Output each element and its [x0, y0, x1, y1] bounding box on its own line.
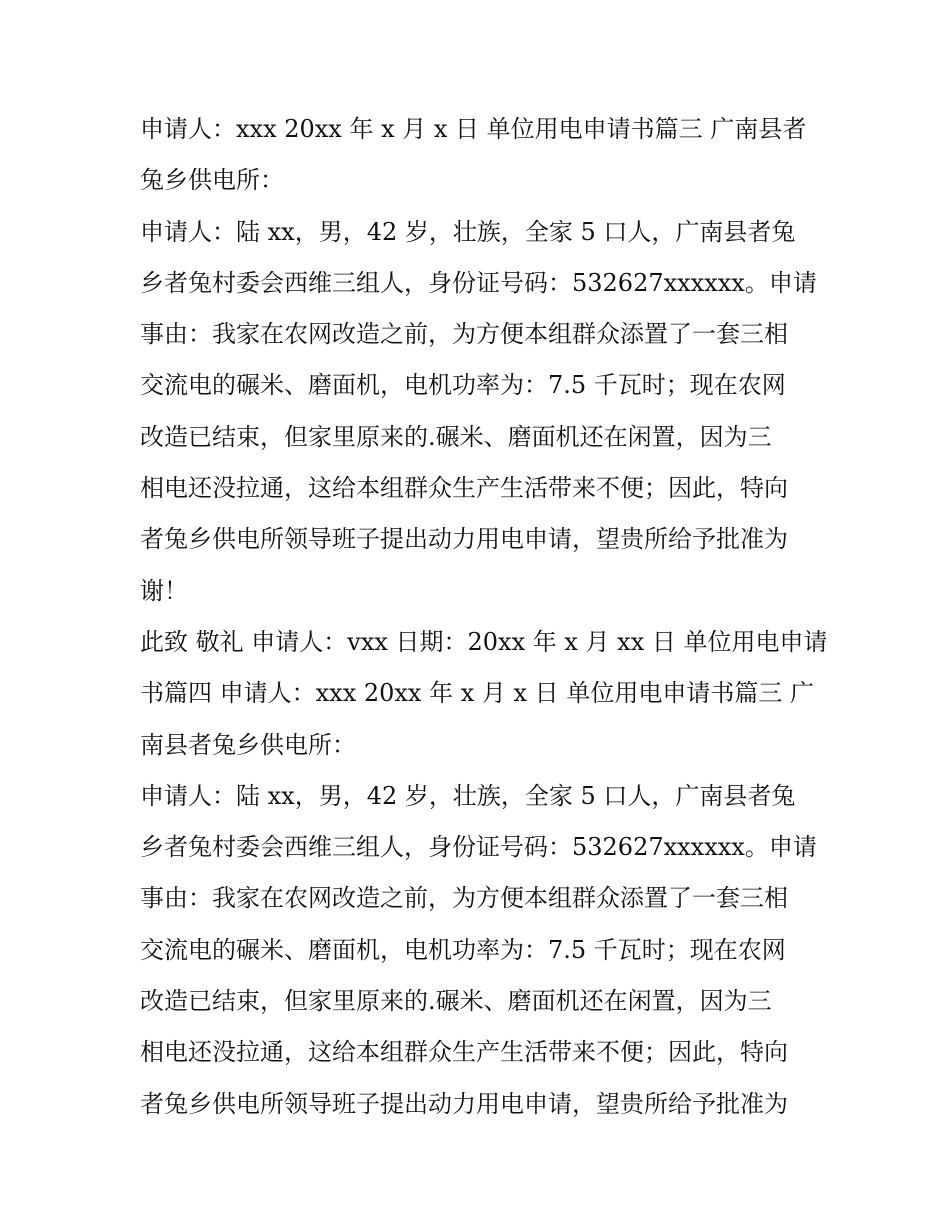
text-line: 相电还没拉通，这给本组群众生产生活带来不便；因此，特向 [140, 1038, 788, 1067]
text-line: 此致 敬礼 申请人：vxx 日期：20xx 年 x 月 xx 日 单位用电申请 [140, 627, 828, 656]
text-line: 南县者兔乡供电所： [140, 730, 356, 759]
text-line: 兔乡供电所： [140, 166, 284, 195]
document-body [140, 104, 828, 1130]
text-line: 交流电的碾米、磨面机，电机功率为：7.5 千瓦时；现在农网 [140, 371, 786, 400]
text-line: 交流电的碾米、磨面机，电机功率为：7.5 千瓦时；现在农网 [140, 935, 786, 964]
text-line: 事由：我家在农网改造之前，为方便本组群众添置了一套三相 [140, 884, 788, 913]
text-line: 相电还没拉通，这给本组群众生产生活带来不便；因此，特向 [140, 474, 788, 503]
text-line: 者兔乡供电所领导班子提出动力用电申请，望贵所给予批准为 [140, 1089, 788, 1118]
text-line: 乡者兔村委会西维三组人，身份证号码：532627xxxxxx。申请 [140, 833, 817, 862]
text-line: 改造已结束，但家里原来的.碾米、磨面机还在闲置，因为三 [140, 422, 772, 451]
text-line: 事由：我家在农网改造之前，为方便本组群众添置了一套三相 [140, 320, 788, 349]
text-line: 谢！ [140, 576, 188, 605]
text-line: 申请人：xxx 20xx 年 x 月 x 日 单位用电申请书篇三 广南县者 [140, 115, 807, 143]
text-line: 者兔乡供电所领导班子提出动力用电申请，望贵所给予批准为 [140, 525, 788, 554]
text-line: 乡者兔村委会西维三组人，身份证号码：532627xxxxxx。申请 [140, 268, 817, 297]
text-line: 申请人：陆 xx，男，42 岁，壮族，全家 5 口人，广南县者兔 [140, 217, 796, 246]
text-line: 改造已结束，但家里原来的.碾米、磨面机还在闲置，因为三 [140, 987, 772, 1016]
text-line: 书篇四 申请人：xxx 20xx 年 x 月 x 日 单位用电申请书篇三 广 [140, 679, 814, 708]
text-line: 申请人：陆 xx，男，42 岁，壮族，全家 5 口人，广南县者兔 [140, 781, 796, 810]
